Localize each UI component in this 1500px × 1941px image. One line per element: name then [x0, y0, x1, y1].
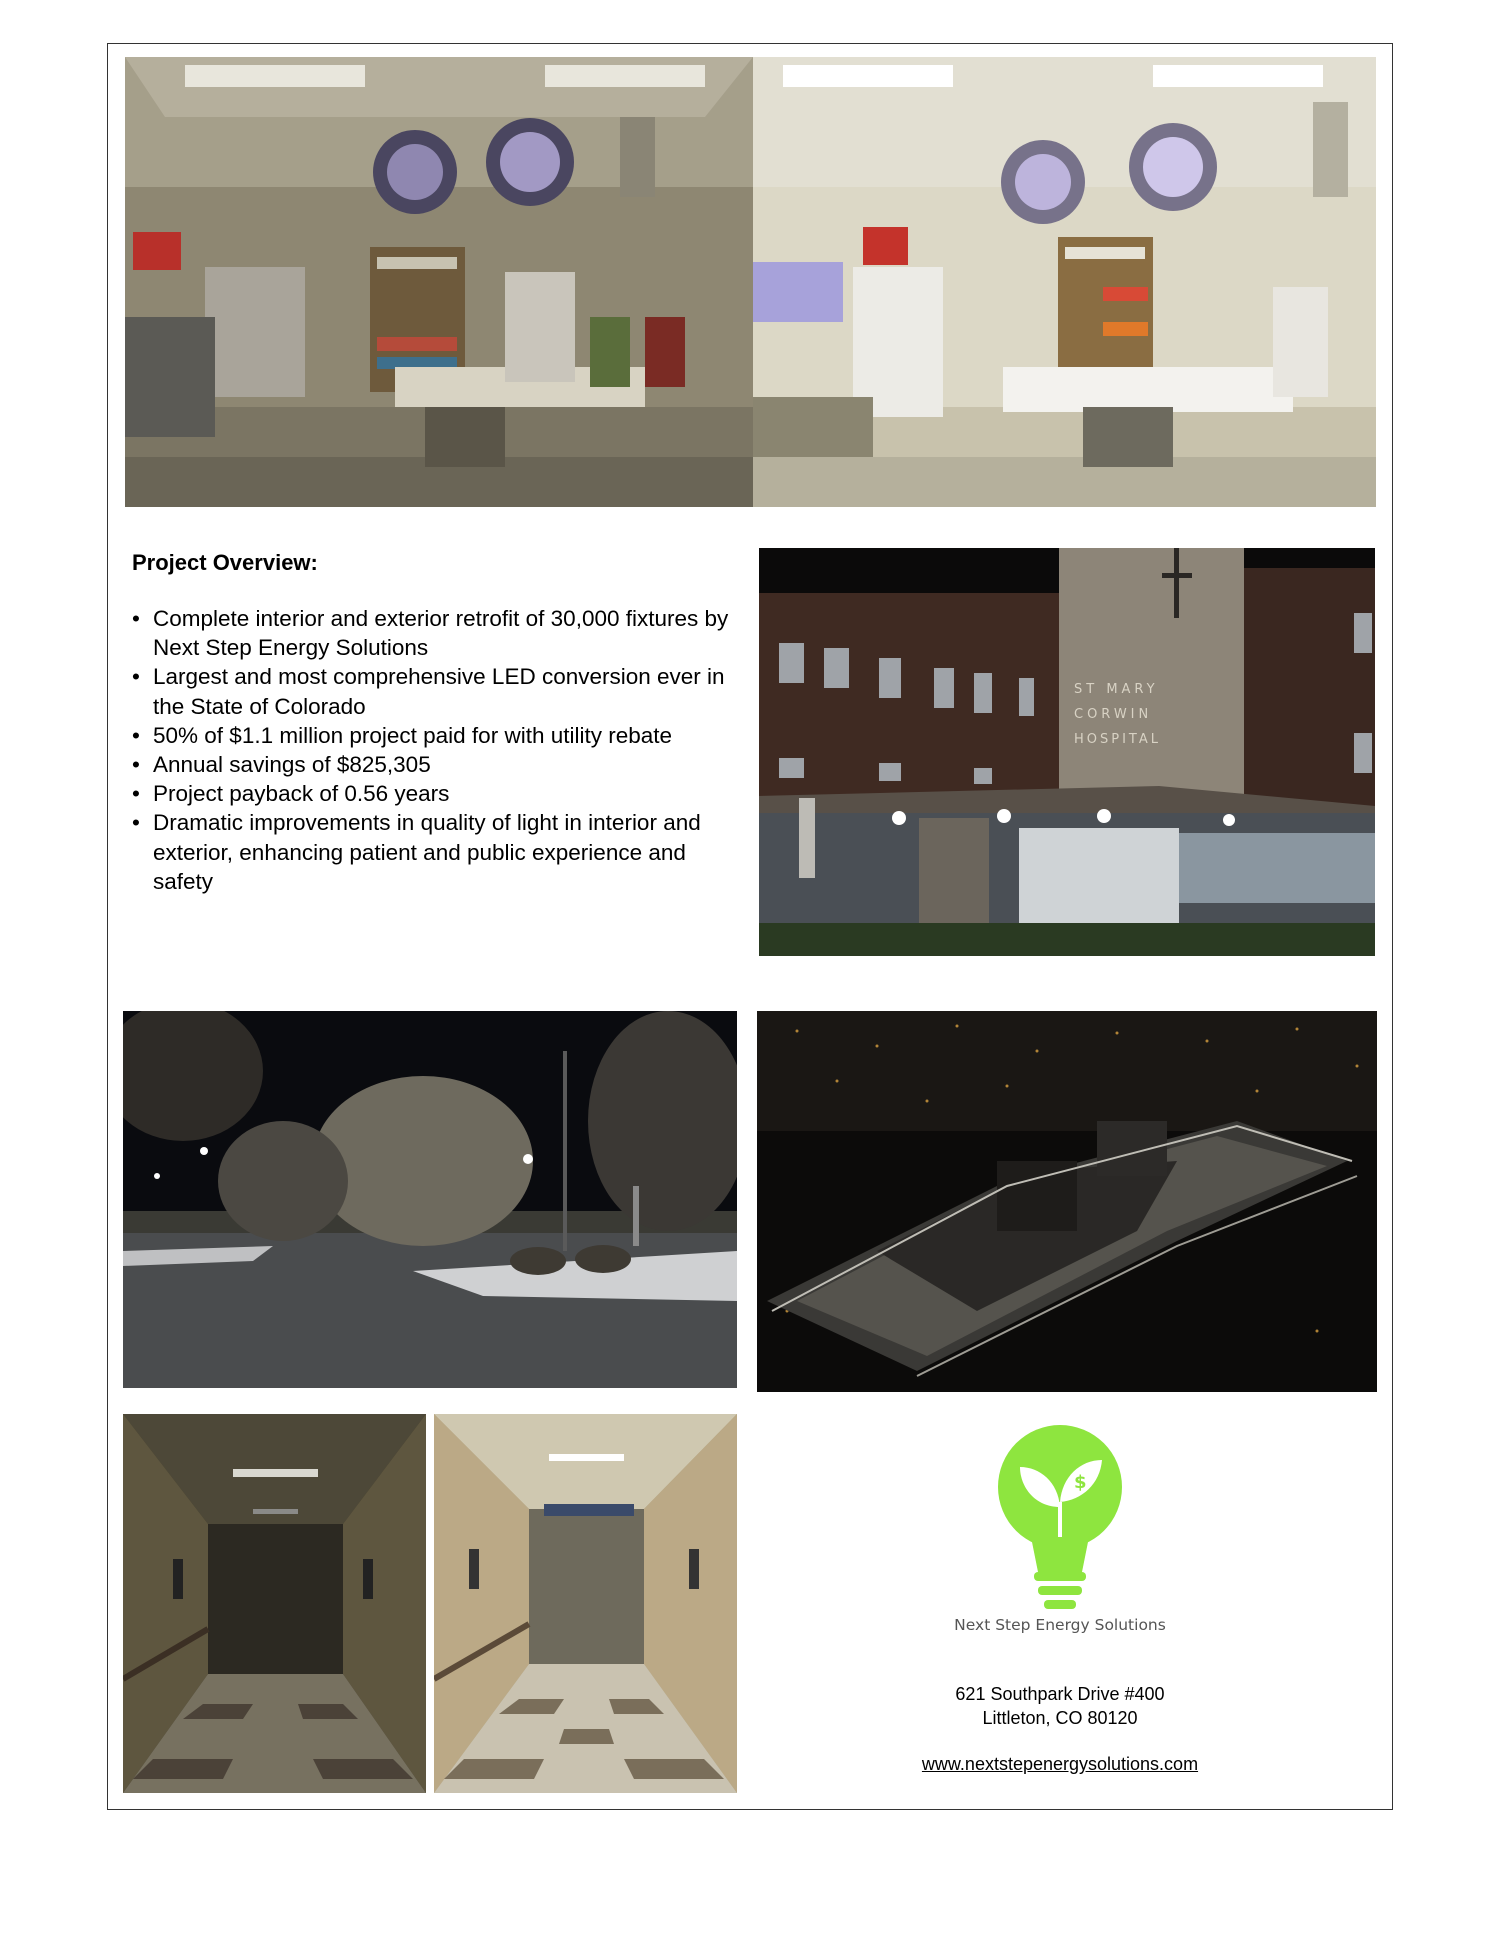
overview-item: • 50% of $1.1 million project paid for with utility rebate	[132, 722, 673, 748]
overview-item: • Complete interior and exterior retrofit of 30,000 fixtures by Next Step Energy Solutions	[132, 606, 729, 661]
operating-room-before-photo	[125, 57, 753, 507]
dollar-sign-icon: $	[1074, 1472, 1087, 1493]
overview-item: • Dramatic improvements in quality of light in interior and exterior, enhancing patient and public experience and safety	[132, 810, 701, 894]
hallway-before-photo	[123, 1414, 426, 1793]
overview-list	[132, 604, 732, 896]
project-overview	[132, 550, 732, 896]
address-line1: 621 Southpark Drive #400	[955, 1684, 1165, 1704]
overview-item: • Annual savings of $825,305	[132, 752, 431, 778]
parking-lot-photo	[123, 1011, 737, 1388]
company-address	[900, 1682, 1220, 1730]
hallway-after-photo	[434, 1414, 737, 1793]
address-line2: Littleton, CO 80120	[982, 1708, 1138, 1728]
hospital-exterior-photo	[759, 548, 1375, 956]
hospital-sign-line2: CORWIN	[1074, 707, 1153, 722]
overview-title: Project Overview:	[132, 550, 318, 575]
website-link[interactable]: www.nextstepenergysolutions.com	[921, 1754, 1199, 1774]
operating-room-after-photo	[753, 57, 1376, 507]
lightbulb-icon	[990, 1422, 1130, 1617]
hospital-sign-line1: ST MARY	[1074, 682, 1159, 697]
hospital-sign-line3: HOSPITAL	[1074, 732, 1162, 747]
overview-item: • Largest and most comprehensive LED conversion ever in the State of Colorado	[132, 664, 725, 719]
company-logo	[990, 1422, 1130, 1617]
aerial-night-photo	[757, 1011, 1377, 1392]
company-name: Next Step Energy Solutions	[954, 1616, 1166, 1634]
overview-item: • Project payback of 0.56 years	[132, 781, 450, 807]
